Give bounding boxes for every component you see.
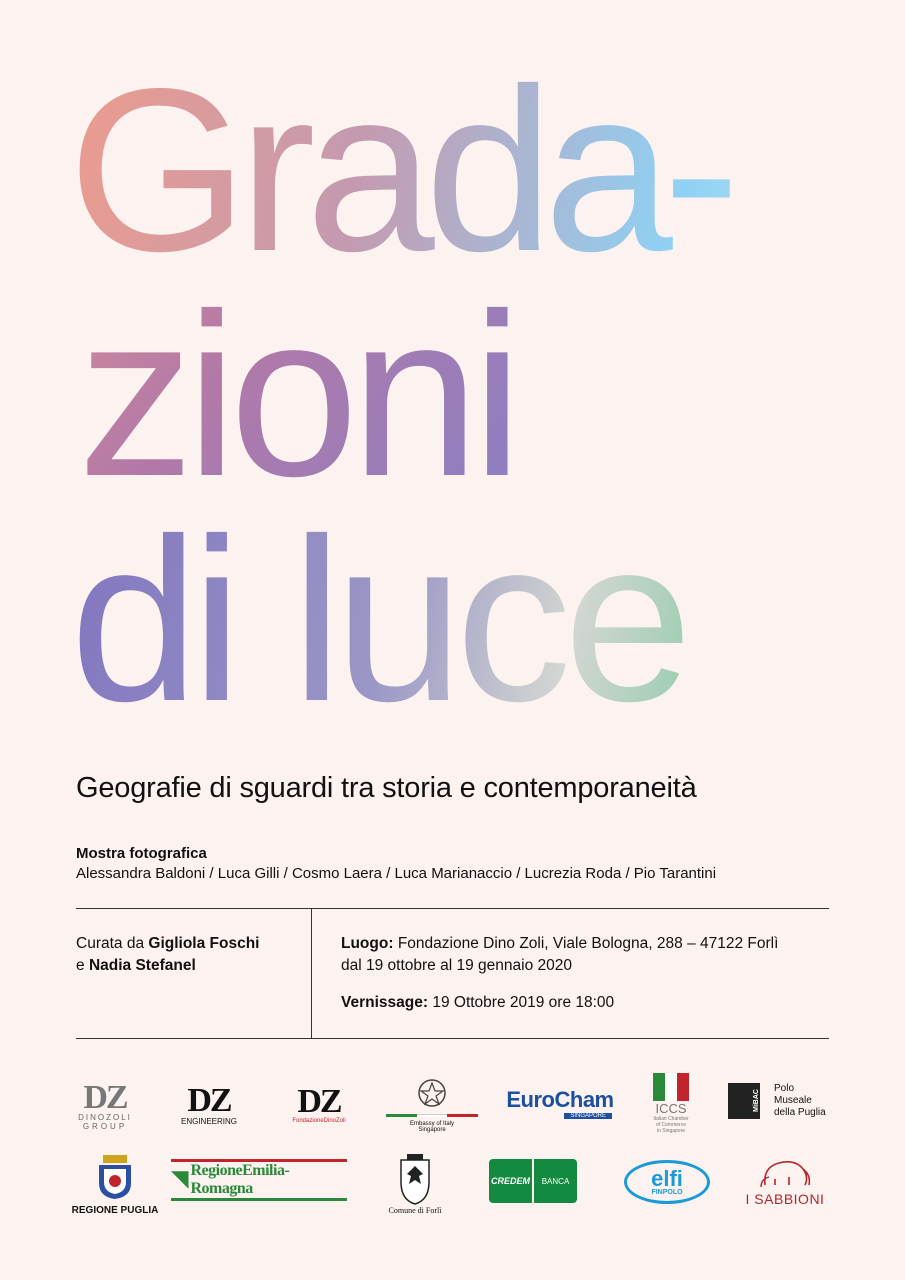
logo-fondazione-dinozoli <box>286 1082 352 1128</box>
dz-engineering-text: ENGINEERING <box>180 1116 237 1126</box>
comune-forli-text: Comune di Forlì <box>388 1205 442 1215</box>
elfi-sub: FINPOLO <box>651 1188 683 1196</box>
venue-label: Luogo: <box>341 935 394 952</box>
logo-polo-museale <box>728 1080 832 1122</box>
vernissage-value: 19 Ottobre 2019 ore 18:00 <box>432 994 615 1011</box>
dz-fondazione-mark: DZ <box>297 1083 341 1120</box>
forli-crest-icon <box>393 1152 437 1206</box>
logo-dz-engineering <box>176 1082 242 1128</box>
logo-iccs <box>648 1070 694 1136</box>
curator-name-2: Nadia Stefanel <box>88 957 196 974</box>
polo-museale-text <box>774 1083 826 1119</box>
dz-group-mark: DZ <box>83 1079 127 1116</box>
mibac-mark: MiBAC <box>728 1083 760 1119</box>
credem-banca-text: BANCA <box>534 1159 577 1203</box>
dz-fondazione-text: FondazioneDinoZoli <box>292 1118 346 1124</box>
embassy-line-2: Singapore <box>418 1126 446 1133</box>
regione-puglia-text: REGIONE PUGLIA <box>71 1204 159 1216</box>
logo-emilia-romagna <box>170 1162 348 1197</box>
logo-comune-forli <box>384 1148 446 1218</box>
logo-regione-puglia <box>68 1150 162 1218</box>
venue-address: Fondazione Dino Zoli, Viale Bologna, 288 – 47122 Forlì <box>397 935 779 952</box>
title-line-1: Grada- <box>68 41 731 300</box>
emilia-romagna-text: RegioneEmilia-Romagna <box>190 1162 290 1197</box>
dz-engineering-mark: DZ <box>187 1081 231 1119</box>
logo-i-sabbioni <box>736 1152 834 1212</box>
logo-embassy-italy <box>384 1068 480 1140</box>
divider-vertical <box>311 908 312 1038</box>
iccs-flag-icon <box>653 1073 689 1101</box>
logo-credem <box>488 1158 578 1204</box>
vernissage-label: Vernissage: <box>341 994 429 1011</box>
title-line-2: zioni <box>78 266 516 525</box>
eurocham-sub: SINGAPORE <box>564 1113 612 1119</box>
venue-dates: dal 19 ottobre al 19 gennaio 2020 <box>341 957 572 974</box>
dz-group-sub: GROUP <box>82 1122 128 1131</box>
emilia-romagna-icon <box>171 1171 189 1189</box>
logo-dz-group <box>72 1079 138 1132</box>
dz-group-text: DINOZOLI <box>78 1113 132 1122</box>
polo-line-2: Museale <box>774 1095 812 1106</box>
vernissage-block <box>341 992 614 1014</box>
title-line-3: di luce <box>70 491 685 740</box>
embassy-line-1: Embassy of Italy <box>409 1120 454 1127</box>
sabbioni-text: I SABBIONI <box>745 1191 825 1207</box>
logo-eurocham <box>508 1080 612 1126</box>
venue-block <box>341 933 778 977</box>
iccs-line-1: Italian Chamber <box>653 1115 689 1122</box>
italy-emblem-icon <box>415 1076 449 1110</box>
logo-elfi <box>622 1158 712 1206</box>
iccs-mark: ICCS <box>655 1100 687 1116</box>
subtitle: Geografie di sguardi tra storia e contemporaneità <box>76 772 697 804</box>
credem-text: CREDEM <box>489 1159 532 1203</box>
curators-conjunction: e <box>76 957 85 974</box>
polo-line-3: della Puglia <box>774 1107 826 1118</box>
exhibition-label: Mostra fotografica <box>76 845 207 862</box>
polo-line-1: Polo <box>774 1083 795 1094</box>
iccs-line-2: of Commerce <box>655 1121 686 1128</box>
puglia-crest-icon <box>95 1153 135 1201</box>
curator-name-1: Gigliola Foschi <box>148 935 260 952</box>
curators-prefix: Curata da <box>76 935 145 952</box>
iccs-line-3: in Singapore <box>656 1127 686 1134</box>
divider-top <box>76 908 829 909</box>
divider-bottom <box>76 1038 829 1039</box>
curators-block <box>76 933 260 977</box>
elfi-text: elfi <box>651 1165 683 1191</box>
italy-flag-bar <box>386 1114 478 1117</box>
artists-list: Alessandra Baldoni / Luca Gilli / Cosmo Laera / Luca Marianaccio / Lucrezia Roda / Pio Tarantini <box>76 865 717 882</box>
eurocham-text: EuroCham <box>506 1087 614 1112</box>
mammoth-icon <box>755 1157 815 1191</box>
